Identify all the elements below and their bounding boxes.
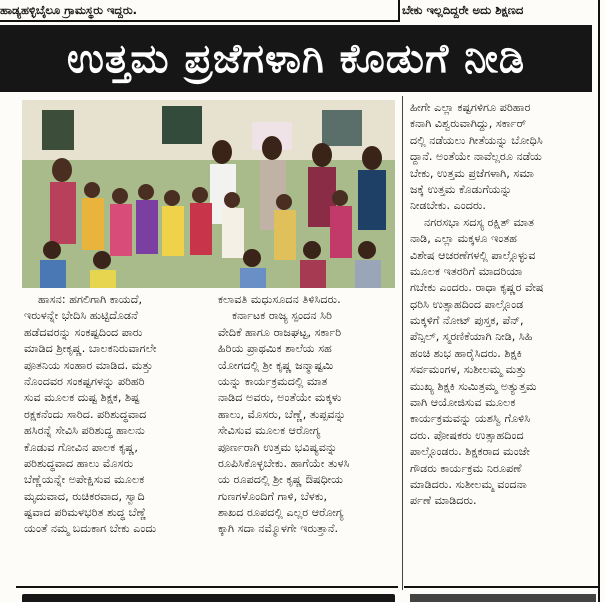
paragraph-line: ದಲ್ಲಿ ನಡೆಯಲು ಗೀತೆಯನ್ನು ಬೋಧಿಸಿ [410,133,543,147]
paragraph-line: ಕಲಾವತಿ ಮಧುಸೂದನ ತಿಳಿಸಿದರು. [218,293,341,306]
paragraph-line: ಬೆಣ್ಣೆಯನ್ನೇ ಅಪೇಕ್ಷಿಸುವ ಮೂಲಕ [24,473,145,487]
paragraph-line: ಮಾಡಿದ ಶ್ರೀಕೃಷ್ಣ. ಬಾಲಕನಿರುವಾಗಲೇ [24,342,157,356]
next-headline-cropped [22,590,395,602]
paragraph-line: ಹೀಗೇ ಎಲ್ಲಾ ಕಷ್ಟಗಳಿಗೂ ಪರಿಹಾರ [410,101,531,114]
paragraph-line: ಯೋಗದಲ್ಲಿ ಶ್ರೀ ಕೃಷ್ಣ ಜನ್ಮಾಷ್ಟಮಿ [218,358,334,372]
paragraph-line: ಸೇವಿಸುವ ಮೂಲಕ ಆರೋಗ್ಯ [218,424,321,438]
paragraph-line: ವಿಶೇಷ ಆಚರಣೆಗಳಲ್ಲಿ ಪಾಲ್ಗೊಳ್ಳುವ [410,248,536,262]
paragraph-line: ನಗರಸಭಾ ಸದಸ್ಯ ರಕ್ಷಿತ್ ಮಾತ [424,215,535,229]
column-divider [402,96,403,590]
paragraph-line: ಯಂತೆ ನಮ್ಮ ಬದುಕಾಗ ಬೇಕು ಎಂದು [24,522,157,536]
paragraph-line: ಪಾಲ್ಗೊಂಡರು. ಶಿಕ್ಷಕರಾದ ಮಂಜೇ [410,445,530,459]
paragraph-line: ಮಾಡಿದರು. ಸುಶೀಲಮ್ಮ ವಂದನಾ [410,477,527,491]
headline-banner [0,25,592,92]
paragraph-line: ಸುವ ಮೂಲಕ ದುಷ್ಟ ಶಿಕ್ಷಕ, ಶಿಷ್ಟ [24,391,140,405]
paragraph-line: ಪೂರ್ಣರಾಗಿ ಉತ್ತಮ ಭವಿಷ್ಯವನ್ನು [218,440,338,454]
paragraph-line: ನಾಡಿದ ಅವರು, ಅಂತೆಯೇ ಮಕ್ಕಳು [218,391,342,405]
rule-bottom-left [16,586,398,588]
next-article-cropped [410,590,596,602]
paragraph-line: ದ್ದಾನೆ. ಅಂತೆಯೇ ನಾವೆಲ್ಲರೂ ನಡೆಯ [410,150,542,164]
paragraph-line: ಯ ರೂಪದಲ್ಲಿ ಶ್ರೀ ಕೃಷ್ಣ ಔಷಧೀಯ [218,473,344,487]
paragraph-line: ಕಾರ್ಯಕ್ರಮವನ್ನು ಯಶಸ್ವಿ ಗೊಳಿಸಿ [410,412,531,426]
paragraph-line: ರೂಪಿಸಿಕೊಳ್ಳಬೇಕು. ಹಾಗೆಯೇ ತುಳಸಿ [218,456,350,470]
paragraph-line: ಹಾಸನ: ಹಗಲಿಗಾಗಿ ಕಾಯದೆ, [38,293,142,306]
rule-top-left [0,20,398,22]
paragraph-line: ನೀಡಬೇಕು. ಎಂದರು. [410,199,486,213]
headline: ಉತ್ತಮ ಪ್ರಜೆಗಳಾಗಿ ಕೊಡುಗೆ ನೀಡಿ [66,35,526,82]
paragraph-line: ಹಸಿರನ್ನೆ ಸೇವಿಸಿ ಪರಿಶುದ್ಧ ಹಾಲನು [24,424,145,438]
paragraph-line: ಮೂಲಕ ಇತರರಿಗೆ ಮಾದರಿಯಾ [410,264,523,278]
paragraph-line: ಕರ್ನಾಟಕ ರಾಜ್ಯ ಸ್ಪಂದನ ಸಿರಿ [232,309,332,323]
article-column-1 [24,292,212,538]
paragraph-line: ಮಕ್ಕಳಿಗೆ ನೋಟ್ ಪುಸ್ತಕ, ಪೆನ್, [410,314,524,328]
paragraph-line: ಜಕ್ಕೆ ಉತ್ತಮ ಕೊಡುಗೆಯನ್ನು [410,182,512,196]
paragraph-line: ಕನಾಗಿ ವಿಶ್ವರುವಾಗಿದ್ದು, ಸರ್ಕಾರ್ [410,117,527,131]
paragraph-line: ಗಬೇಕು ಎಂದರು. ರಾಧಾ ಕೃಷ್ಣರ ವೇಷ [410,281,544,295]
paragraph-line: ಮೃದುವಾದ, ರುಚಿಕರವಾದ, ಸ್ವಾದಿ [24,489,145,503]
paragraph-line: ಪರಿಶುದ್ಧವಾದ ಹಾಲು ಮೊಸರು [24,456,134,470]
article-column-3 [410,100,596,510]
paragraph-line: ಇರುಳನ್ನೇ ಭೇದಿಸಿ ಹುಟ್ಟಿದೊಡನೆ [24,309,138,323]
page-edge-rule [598,0,600,602]
paragraph-line: ಹಾಲು, ಮೊಸರು, ಬೆಣ್ಣೆ, ತುಪ್ಪವನ್ನು [218,407,346,421]
paragraph-line: ಯನ್ನು ಕಾರ್ಯಕ್ರಮದಲ್ಲಿ ಮಾತ [218,374,328,388]
article-photo [22,100,395,288]
paragraph-line: ನಾಡಿ, ಎಲ್ಲಾ ಮಕ್ಕಳೂ ಇಂತಹ [410,232,518,246]
paragraph-line: ಪೆನ್ಸಿಲ್, ಸ್ಮರಣಿಕೆಯಾಗಿ ನೀಡಿ, ಸಿಹಿ [410,330,533,344]
adjacent-article-tail: ಬೇಕು ಇಲ್ಲದಿದ್ದರೇ ಅದು ಶಿಕ್ಷಣದ [402,3,524,17]
paragraph-line: ಸರ್ವಮಂಗಳ, ಸುಶೀಲಮ್ಮ ಮತ್ತು [410,363,527,377]
rule-bottom-right [404,586,598,588]
paragraph-line: ಷ್ಟವಾದ ಪರಿಮಳಭರಿತ ಶುದ್ಧ ಬೆಣ್ಣೆ [24,506,147,520]
paragraph-line: ರ್ಪಣೆ ಮಾಡಿದರು. [410,494,477,508]
paragraph-line: ವಾಗಿ ಆಯೋಜಿಸುವ ಮೂಲಕ [410,396,516,410]
paragraph-line: ಹಿರಿಯ ಪ್ರಾಥಮಿಕ ಶಾಲೆಯ ಸಹ [218,342,332,356]
paragraph-line: ಮುಖ್ಯ ಶಿಕ್ಷಕಿ ಸುಮಿತ್ರಮ್ಮ ಅತ್ಯುತ್ತಮ [410,379,537,393]
paragraph-line: ನೊಂದವರ ಸಂಕಷ್ಟಗಳನ್ನು ಪರಿಹರಿ [24,374,145,388]
paragraph-line: ಶಾಖದ ರೂಪದಲ್ಲಿ ಎಲ್ಲರ ಆರೋಗ್ಯ [218,506,344,520]
paragraph-line: ಬೇಕು, ಉತ್ತಮ ಪ್ರಜೆಗಳಾಗಿ, ಸಮಾ [410,166,534,180]
article-column-2 [218,292,398,538]
paragraph-line: ಪೂತನಿಯ ಸಂಹಾರ ಮಾಡಿದ. ಮತ್ತು [24,358,153,372]
children-costume-photo [22,100,395,288]
paragraph-line: ಹಡೆದವರನ್ನು ಸಂಕಷ್ಟದಿಂದ ಪಾರು [24,325,143,339]
column-divider-top [398,0,400,22]
paragraph-line: ರಕ್ಷಕನೆಂದು ಸಾರಿದ. ಪರಿಶುದ್ಧವಾದ [24,407,147,421]
previous-article-tail: ಹಾಡ್ಯಹಳ್ಳಿಬೈಲೂ ಗ್ರಾಮಸ್ಥರು ಇದ್ದರು. [0,3,138,17]
paragraph-line: ದರು. ಪೋಷಕರು ಉತ್ಸಾಹದಿಂದ [410,428,524,442]
paragraph-line: ಹಂಚಿ ಶುಭ ಹಾರೈಸಿದರು. ಶಿಕ್ಷಕಿ [410,346,522,360]
paragraph-line: ಗುಣಗಳೊಂದಿಗೆ ಗಾಳಿ, ಬೆಳಕು, [218,489,328,503]
paragraph-line: ವೇದಿಕೆ ಹಾಗೂ ರಾಜಘಟ್ಟ, ಸರ್ಕಾರಿ [218,325,342,339]
paragraph-line: ಕ್ಕಾಗಿ ಸದಾ ನಮ್ಮೊಳಗೇ ಇರುತ್ತಾನೆ. [218,522,339,536]
paragraph-line: ಗೌಡರು ಕಾರ್ಯಕ್ರಮ ನಿರೂಪಣೆ [410,461,522,475]
paragraph-line: ಧರಿಸಿ ಉತ್ಸಾಹದಿಂದ ಪಾಲ್ಗೊಂಡ [410,297,524,311]
paragraph-line: ಕೊಡುವ ಗೋವಿನ ಪಾಲಕ ಕೃಷ್ಣ, [24,440,138,454]
